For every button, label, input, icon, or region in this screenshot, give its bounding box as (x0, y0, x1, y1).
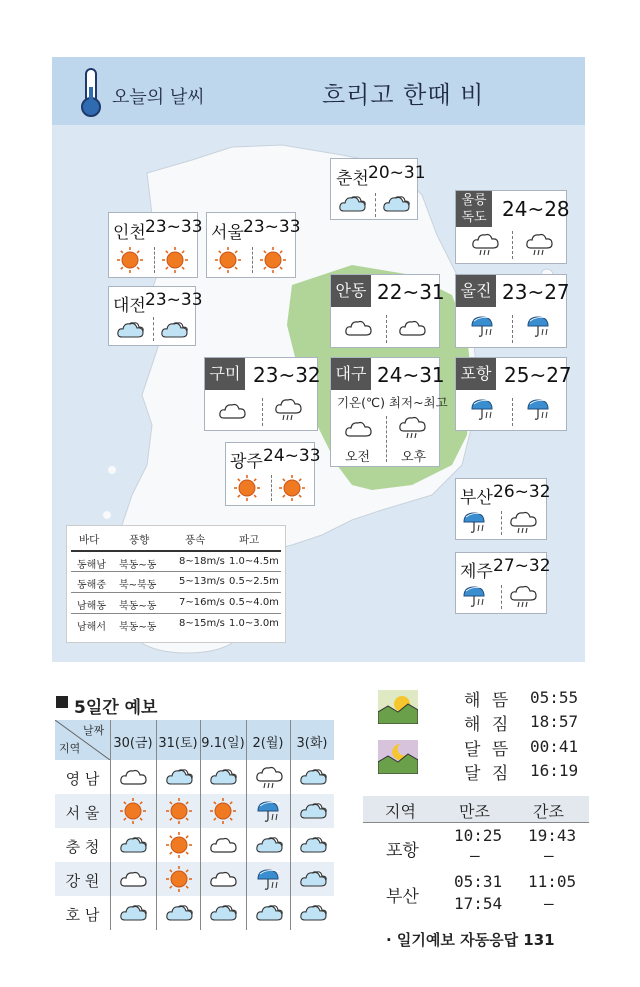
five-day-title-text: 5일간 예보 (74, 698, 158, 718)
day-header: 2(월) (252, 736, 284, 751)
forecast-weather-icon (208, 798, 238, 824)
city-label: 광주 (230, 452, 263, 472)
forecast-weather-icon (118, 764, 148, 790)
card-ulleung (455, 190, 570, 264)
wind-direction: 북~북동 (119, 580, 157, 591)
today-weather-label: 오늘의 날씨 (112, 87, 205, 108)
forecast-weather-icon (254, 764, 284, 790)
sea-row (71, 592, 281, 612)
cloud-icon (343, 315, 373, 341)
temp-range: 23~27 (502, 280, 570, 304)
temp-range: 27~32 (493, 556, 551, 576)
wind-speed: 8~15m/s (179, 618, 225, 629)
partly-cloudy-icon (159, 317, 189, 343)
divider (512, 231, 513, 259)
corner-date-label: 날짜 (83, 724, 105, 737)
partly-cloudy-icon (115, 317, 145, 343)
sunset-label: 해 짐 (464, 715, 512, 735)
tide-header-rule (363, 822, 589, 823)
tide-header (363, 796, 589, 822)
cloud-rain-icon (397, 414, 427, 440)
divider (271, 475, 272, 501)
am-weather-icon (115, 317, 145, 343)
partly-cloudy-icon (298, 798, 328, 824)
umbrella-rain-icon (468, 313, 498, 339)
five-day-title (56, 693, 157, 718)
col-divider (110, 720, 111, 930)
sun-icon (115, 247, 145, 273)
am-weather-icon (343, 416, 373, 442)
pm-weather-icon (159, 317, 189, 343)
partly-cloudy-icon (208, 764, 238, 790)
forecast-weather-icon (298, 832, 328, 858)
sea-row (71, 613, 281, 633)
temp-range: 24~31 (377, 363, 445, 387)
forecast-weather-icon (298, 900, 328, 926)
city-label: 대전 (113, 296, 146, 316)
sea-header-sea: 바다 (79, 534, 100, 546)
card-incheon (108, 212, 203, 278)
sea-condition-table (66, 525, 286, 643)
divider (375, 193, 376, 217)
sun-icon (232, 475, 262, 501)
cloud-icon (208, 866, 238, 892)
forecast-weather-icon (254, 798, 284, 824)
forecast-weather-icon (164, 764, 194, 790)
corner-region-label: 지역 (59, 742, 81, 755)
forecast-weather-icon (298, 798, 328, 824)
umbrella-rain-icon (468, 396, 498, 422)
wave-height: 0.5~4.0m (229, 597, 279, 608)
temp-range: 24~28 (502, 197, 570, 221)
sun-icon (208, 798, 238, 824)
temp-range: 24~33 (263, 446, 321, 466)
card-busan (455, 478, 551, 540)
cloud-rain-icon (508, 509, 538, 535)
card-uljin (455, 274, 570, 348)
wind-speed: 7~16m/s (179, 597, 225, 608)
forecast-row (55, 760, 334, 794)
forecast-weather-icon (254, 900, 284, 926)
col-divider (290, 720, 291, 930)
forecast-weather-icon (118, 900, 148, 926)
divider (386, 416, 387, 462)
temp-range: 23~32 (253, 363, 321, 387)
cloud-rain-icon (273, 396, 303, 422)
sun-icon (160, 247, 190, 273)
forecast-weather-icon (298, 866, 328, 892)
divider (501, 585, 502, 609)
divider (501, 511, 502, 535)
sun-icon (118, 798, 148, 824)
am-weather-icon (470, 231, 500, 257)
tide-header-region: 지역 (385, 802, 416, 821)
partly-cloudy-icon (298, 866, 328, 892)
city-label-line2: 독도 (461, 210, 487, 225)
pm-weather-icon (277, 475, 307, 501)
card-andong (330, 274, 445, 348)
sea-area: 남해서 (77, 622, 106, 633)
tide-pohang-low-2: – (544, 846, 554, 865)
card-gwangju (225, 442, 321, 506)
phone-note: · 일기예보 자동응답 131 (386, 931, 555, 949)
partly-cloudy-icon (298, 832, 328, 858)
pm-weather-icon (258, 247, 288, 273)
pm-weather-icon (397, 315, 427, 341)
umbrella-rain-icon (254, 798, 284, 824)
forecast-weather-icon (164, 866, 194, 892)
thermometer-icon (78, 67, 104, 119)
pm-weather-icon (524, 313, 554, 339)
city-badge: 울진 (456, 275, 496, 307)
card-pohang (455, 357, 572, 431)
city-badge: 대구 (331, 358, 371, 390)
sun-icon (277, 475, 307, 501)
pm-label: 오후 (401, 450, 427, 465)
sun-icon (258, 247, 288, 273)
am-weather-icon (460, 583, 490, 609)
tide-busan-high-2: 17:54 (454, 894, 503, 913)
temp-range: 23~33 (145, 290, 203, 310)
cloud-icon (118, 866, 148, 892)
forecast-weather-icon (118, 832, 148, 858)
city-label-line1: 울릉 (461, 193, 487, 208)
am-weather-icon (337, 191, 367, 217)
temp-range: 22~31 (377, 280, 445, 304)
temp-range: 20~31 (368, 163, 426, 183)
forecast-weather-icon (208, 764, 238, 790)
forecast-region: 영 남 (65, 770, 100, 788)
moonrise-label: 달 뜸 (464, 740, 512, 760)
tide-pohang-low-1: 19:43 (528, 826, 577, 845)
tide-pohang-high-1: 10:25 (454, 826, 503, 845)
city-label: 춘천 (336, 169, 369, 189)
forecast-weather-icon (254, 832, 284, 858)
wave-height: 0.5~2.5m (229, 576, 279, 587)
card-daejeon (108, 286, 203, 346)
sunrise-label: 해 뜸 (464, 691, 512, 711)
tide-busan-low-2: – (544, 894, 554, 913)
day-header: 3(화) (296, 736, 328, 751)
tide-city-pohang: 포항 (386, 841, 419, 861)
divider (262, 398, 263, 426)
col-divider (200, 720, 201, 930)
forecast-weather-icon (164, 832, 194, 858)
tide-busan-low-1: 11:05 (528, 872, 577, 891)
forecast-weather-icon (118, 798, 148, 824)
forecast-weather-icon (208, 866, 238, 892)
sea-area: 남해동 (77, 601, 106, 612)
pm-weather-icon (524, 231, 554, 257)
sea-row (71, 550, 281, 570)
forecast-row (55, 794, 334, 828)
divider (512, 398, 513, 426)
pm-weather-icon (397, 414, 427, 440)
divider (252, 247, 253, 273)
forecast-weather-icon (208, 900, 238, 926)
pm-weather-icon (381, 191, 411, 217)
divider (153, 317, 154, 341)
cloud-icon (118, 764, 148, 790)
umbrella-rain-icon (460, 583, 490, 609)
temp-range: 25~27 (504, 363, 572, 387)
temp-note: 기온(℃) 최저~최고 (337, 395, 448, 410)
sunrise-sunset-icon (378, 690, 418, 724)
sea-area: 동해남 (77, 560, 106, 571)
partly-cloudy-icon (381, 191, 411, 217)
wind-direction: 북동~동 (119, 560, 157, 571)
card-seoul (206, 212, 301, 278)
partly-cloudy-icon (337, 191, 367, 217)
forecast-weather-icon (164, 798, 194, 824)
cloud-icon (343, 416, 373, 442)
umbrella-rain-icon (524, 313, 554, 339)
am-weather-icon (468, 396, 498, 422)
am-weather-icon (115, 247, 145, 273)
city-label: 인천 (113, 223, 146, 243)
am-weather-icon (460, 509, 490, 535)
forecast-region: 호 남 (65, 906, 100, 924)
forecast-row (55, 828, 334, 862)
forecast-weather-icon (208, 832, 238, 858)
pm-weather-icon (160, 247, 190, 273)
temp-range: 26~32 (493, 482, 551, 502)
partly-cloudy-icon (298, 764, 328, 790)
forecast-region: 서 울 (65, 804, 100, 822)
am-label: 오전 (345, 450, 371, 465)
city-badge (456, 191, 492, 227)
city-badge: 구미 (205, 358, 245, 390)
sun-icon (164, 798, 194, 824)
forecast-weather-icon (298, 764, 328, 790)
cloud-icon (217, 398, 247, 424)
tide-header-low: 간조 (533, 802, 564, 821)
sea-header-wind-speed: 풍속 (185, 534, 206, 546)
tide-busan-high-1: 05:31 (454, 872, 503, 891)
tide-header-high: 만조 (459, 802, 490, 821)
moonrise-moonset-icon (378, 740, 418, 774)
card-jeju (455, 552, 551, 614)
day-header: 31(토) (158, 736, 198, 751)
day-header: 30(금) (113, 736, 153, 751)
moonset-time: 16:19 (530, 761, 579, 780)
divider (154, 247, 155, 273)
partly-cloudy-icon (254, 832, 284, 858)
am-weather-icon (213, 247, 243, 273)
col-divider (246, 720, 247, 930)
pm-weather-icon (524, 396, 554, 422)
headline-forecast: 흐리고 한때 비 (322, 81, 485, 109)
city-badge: 안동 (331, 275, 371, 307)
cloud-rain-icon (508, 583, 538, 609)
cloud-icon (397, 315, 427, 341)
wave-height: 1.0~4.5m (229, 556, 279, 567)
partly-cloudy-icon (298, 900, 328, 926)
umbrella-rain-icon (460, 509, 490, 535)
sun-icon (213, 247, 243, 273)
moonrise-time: 00:41 (530, 737, 579, 756)
partly-cloudy-icon (254, 900, 284, 926)
divider (512, 315, 513, 343)
forecast-weather-icon (254, 866, 284, 892)
am-weather-icon (343, 315, 373, 341)
forecast-region: 강 원 (65, 872, 100, 890)
city-label: 제주 (460, 562, 493, 582)
temp-range: 23~33 (243, 217, 301, 237)
cloud-rain-icon (524, 231, 554, 257)
moonset-label: 달 짐 (464, 764, 512, 784)
forecast-weather-icon (164, 900, 194, 926)
cloud-rain-icon (254, 764, 284, 790)
sunset-time: 18:57 (530, 712, 579, 731)
wind-speed: 5~13m/s (179, 576, 225, 587)
temp-range: 23~33 (145, 217, 203, 237)
map-header (52, 57, 585, 125)
partly-cloudy-icon (118, 900, 148, 926)
sea-area: 동해중 (77, 580, 106, 591)
city-label: 부산 (460, 488, 493, 508)
umbrella-rain-icon (524, 396, 554, 422)
partly-cloudy-icon (208, 900, 238, 926)
pm-weather-icon (508, 509, 538, 535)
forecast-region: 충 청 (65, 838, 100, 856)
wind-speed: 8~18m/s (179, 556, 225, 567)
umbrella-rain-icon (254, 866, 284, 892)
am-weather-icon (468, 313, 498, 339)
cloud-rain-icon (470, 231, 500, 257)
forecast-row (55, 862, 334, 896)
am-weather-icon (217, 398, 247, 424)
am-weather-icon (232, 475, 262, 501)
partly-cloudy-icon (118, 832, 148, 858)
sun-icon (164, 832, 194, 858)
cloud-icon (208, 832, 238, 858)
wave-height: 1.0~3.0m (229, 618, 279, 629)
pm-weather-icon (273, 396, 303, 422)
forecast-row (55, 896, 334, 930)
sun-icon (164, 866, 194, 892)
divider (386, 315, 387, 343)
sea-header-wind-dir: 풍향 (129, 534, 150, 546)
partly-cloudy-icon (164, 764, 194, 790)
city-label: 서울 (211, 223, 244, 243)
col-divider (156, 720, 157, 930)
wind-direction: 북동~동 (119, 601, 157, 612)
wind-direction: 북동~동 (119, 622, 157, 633)
card-gumi (204, 357, 321, 431)
city-badge: 포항 (456, 358, 496, 390)
tide-city-busan: 부산 (386, 887, 419, 907)
sunrise-time: 05:55 (530, 688, 579, 707)
forecast-weather-icon (118, 866, 148, 892)
sea-header-wave: 파고 (239, 534, 260, 546)
day-header: 9.1(일) (201, 736, 245, 751)
tide-pohang-high-2: – (470, 846, 480, 865)
partly-cloudy-icon (164, 900, 194, 926)
pm-weather-icon (508, 583, 538, 609)
sea-row (71, 571, 281, 591)
card-daegu (330, 357, 448, 467)
card-chuncheon (330, 158, 426, 220)
